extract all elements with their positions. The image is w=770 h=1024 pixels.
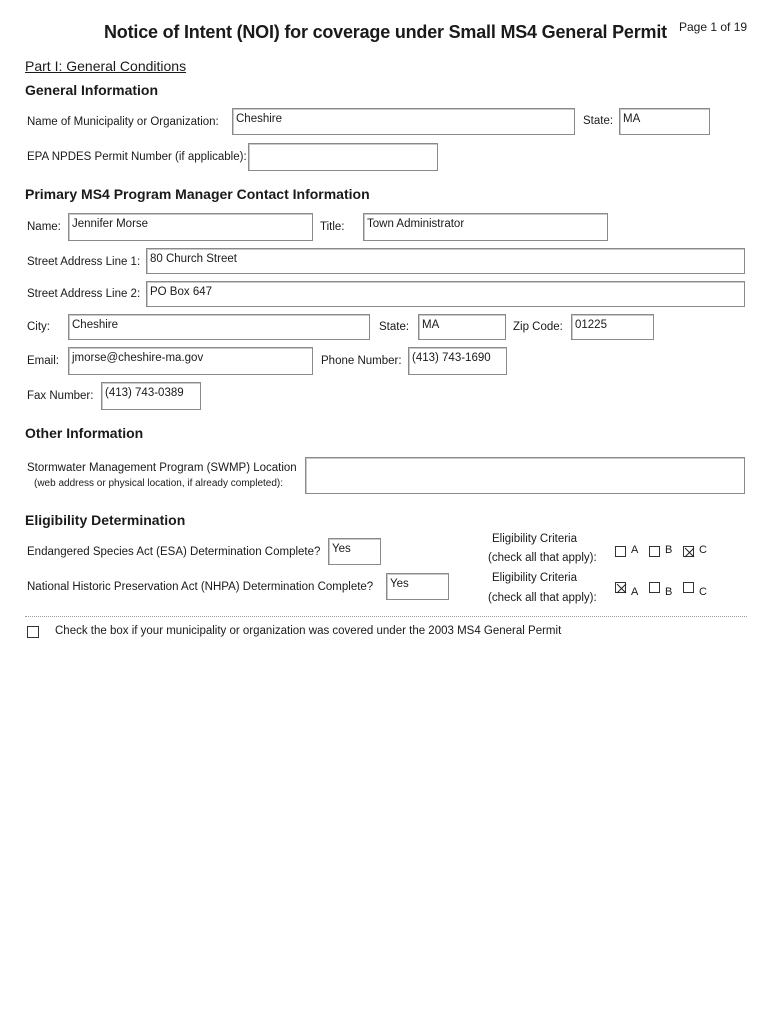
nhpa-criteria-label: Eligibility Criteria (492, 572, 577, 584)
esa-field[interactable]: Yes (328, 538, 381, 565)
street2-field[interactable]: PO Box 647 (146, 281, 745, 307)
municipality-label: Name of Municipality or Organization: (27, 116, 219, 128)
swmp-sublabel: (web address or physical location, if already completed): (34, 478, 284, 489)
state-label: State: (583, 115, 614, 127)
contact-heading: Primary MS4 Program Manager Contact Information (25, 186, 370, 202)
esa-criteria-c-checkbox[interactable] (683, 546, 694, 557)
phone-label: Phone Number: (321, 355, 402, 367)
email-field[interactable]: jmorse@cheshire-ma.gov (68, 347, 313, 375)
esa-label: Endangered Species Act (ESA) Determination Complete? (27, 546, 321, 558)
section-divider (25, 616, 747, 617)
nhpa-criteria-sublabel: (check all that apply): (488, 592, 597, 604)
fax-label: Fax Number: (27, 390, 94, 402)
swmp-location-field[interactable] (305, 457, 745, 494)
eligibility-heading: Eligibility Determination (25, 512, 186, 528)
contact-state-label: State: (379, 321, 410, 333)
nhpa-label: National Historic Preservation Act (NHPA) Determination Complete? (27, 581, 374, 593)
esa-criteria-a-label: A (631, 544, 639, 556)
street1-label: Street Address Line 1: (27, 256, 141, 268)
coverage-2003-checkbox[interactable] (27, 626, 39, 638)
nhpa-field[interactable]: Yes (386, 573, 449, 600)
title-label: Title: (320, 221, 345, 233)
zip-field[interactable]: 01225 (571, 314, 654, 340)
esa-criteria-a-checkbox[interactable] (615, 546, 626, 557)
x-mark-icon (684, 547, 695, 558)
nhpa-criteria-a-label: A (631, 586, 639, 598)
zip-label: Zip Code: (513, 321, 563, 333)
name-field[interactable]: Jennifer Morse (68, 213, 313, 241)
municipality-field[interactable]: Cheshire (232, 108, 575, 135)
form-title: Notice of Intent (NOI) for coverage under Small MS4 General Permit (104, 22, 667, 42)
nhpa-criteria-a-checkbox[interactable] (615, 582, 626, 593)
email-label: Email: (27, 355, 59, 367)
street1-field[interactable]: 80 Church Street (146, 248, 745, 274)
state-field[interactable]: MA (619, 108, 710, 135)
nhpa-criteria-c-label: C (699, 586, 707, 598)
x-mark-icon (616, 583, 627, 594)
coverage-2003-label: Check the box if your municipality or organization was covered under the 2003 MS4 General Permit (55, 625, 562, 637)
title-field[interactable]: Town Administrator (363, 213, 608, 241)
esa-criteria-b-checkbox[interactable] (649, 546, 660, 557)
name-label: Name: (27, 221, 61, 233)
esa-criteria-label: Eligibility Criteria (492, 533, 577, 545)
other-information-heading: Other Information (25, 425, 144, 441)
nhpa-criteria-b-label: B (665, 586, 673, 598)
esa-criteria-sublabel: (check all that apply): (488, 552, 597, 564)
swmp-label: Stormwater Management Program (SWMP) Location (27, 462, 297, 474)
phone-field[interactable]: (413) 743-1690 (408, 347, 507, 375)
nhpa-criteria-b-checkbox[interactable] (649, 582, 660, 593)
part-title: Part I: General Conditions (25, 58, 187, 74)
street2-label: Street Address Line 2: (27, 288, 141, 300)
nhpa-criteria-c-checkbox[interactable] (683, 582, 694, 593)
contact-state-field[interactable]: MA (418, 314, 506, 340)
esa-criteria-c-label: C (699, 544, 707, 556)
permit-number-field[interactable] (248, 143, 438, 171)
general-information-heading: General Information (25, 82, 159, 98)
permit-number-label: EPA NPDES Permit Number (if applicable): (27, 151, 247, 163)
city-field[interactable]: Cheshire (68, 314, 370, 340)
city-label: City: (27, 321, 50, 333)
fax-field[interactable]: (413) 743-0389 (101, 382, 201, 410)
page-number: Page 1 of 19 (679, 20, 748, 34)
esa-criteria-b-label: B (665, 544, 673, 556)
